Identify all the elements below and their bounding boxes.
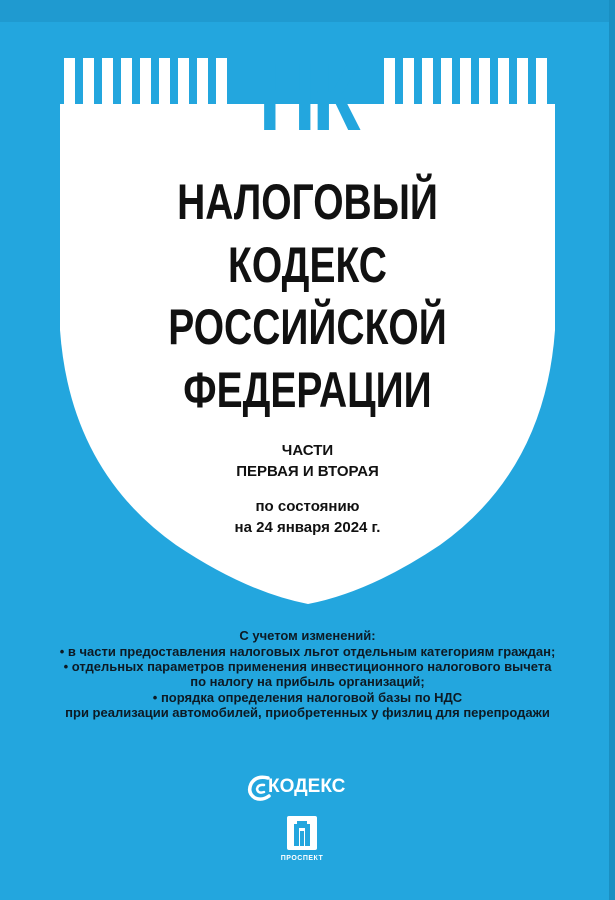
changes-item: • отдельных параметров применения инвестиционного налогового вычета: [63, 659, 552, 674]
changes-item: • в части предоставления налоговых льгот отдельным категориям граждан;: [59, 644, 556, 659]
title-line-4: ФЕДЕРАЦИИ: [183, 362, 432, 418]
title-line-1: НАЛОГОВЫЙ: [177, 174, 438, 230]
changes-item: при реализации автомобилей, приобретенных у физлиц для перепродажи: [65, 705, 550, 720]
prospekt-building-icon: [287, 816, 317, 850]
prospekt-logo-text: ПРОСПЕКТ: [280, 855, 324, 862]
changes-heading: С учетом изменений:: [239, 628, 376, 643]
shield-right-stripes: [384, 58, 547, 110]
title-line-2: КОДЕКС: [228, 237, 387, 293]
parts-label: ЧАСТИ: [281, 442, 334, 459]
shield-left-stripes: [64, 58, 227, 110]
kodeks-logo-text: КОДЕКС: [268, 776, 346, 797]
changes-item: по налогу на прибыль организаций;: [190, 674, 425, 689]
prospekt-logo: [272, 816, 332, 870]
parts-value: ПЕРВАЯ И ВТОРАЯ: [236, 463, 379, 480]
kodeks-logo: [246, 773, 356, 801]
status-date: на 24 января 2024 г.: [234, 519, 381, 536]
status-label: по состоянию: [255, 498, 360, 515]
title-line-3: РОССИЙСКОЙ: [168, 299, 447, 355]
abbreviation-nk: НК: [258, 44, 358, 151]
changes-item: • порядка определения налоговой базы по НДС: [152, 690, 463, 705]
